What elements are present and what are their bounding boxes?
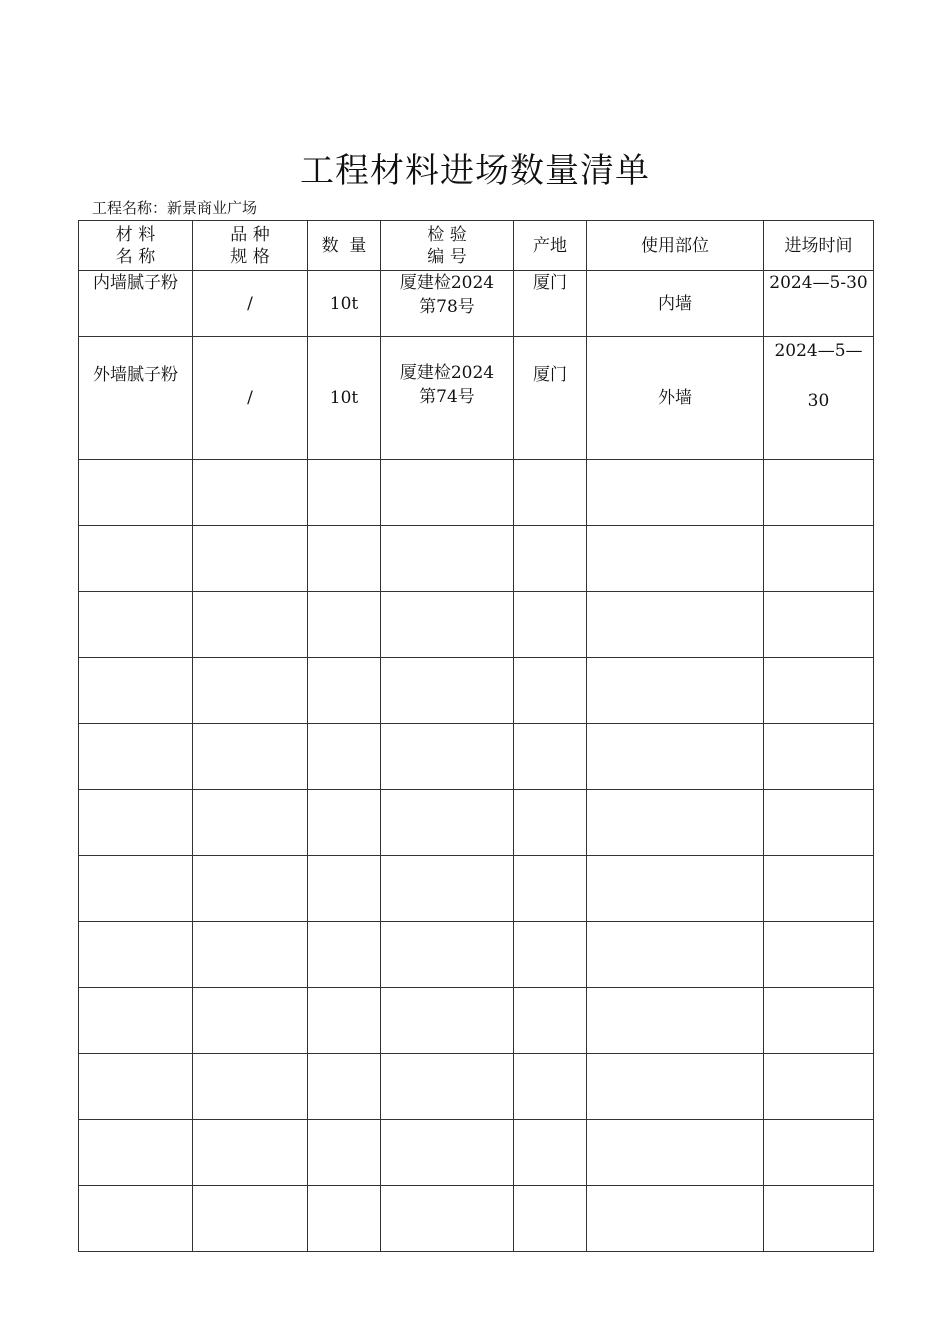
usage-cell: 外墙 [587, 337, 764, 460]
empty-cell [764, 1054, 874, 1120]
material-name-cell: 内墙腻子粉 [79, 271, 193, 337]
empty-cell [308, 658, 381, 724]
empty-cell [514, 724, 587, 790]
empty-cell [514, 460, 587, 526]
empty-cell [514, 1186, 587, 1252]
empty-cell [514, 988, 587, 1054]
empty-cell [514, 1054, 587, 1120]
quantity-cell: 10t [308, 271, 381, 337]
empty-cell [764, 1120, 874, 1186]
empty-cell [514, 790, 587, 856]
empty-cell [308, 724, 381, 790]
empty-cell [587, 922, 764, 988]
empty-cell [79, 460, 193, 526]
empty-cell [514, 526, 587, 592]
empty-cell [79, 790, 193, 856]
empty-cell [193, 592, 308, 658]
header-material-name [79, 221, 193, 271]
empty-table-row [79, 1054, 874, 1120]
empty-cell [79, 724, 193, 790]
empty-cell [587, 1186, 764, 1252]
empty-cell [381, 922, 514, 988]
empty-cell [381, 724, 514, 790]
empty-cell [79, 658, 193, 724]
header-material-name-line1: 材 料 [115, 224, 156, 245]
empty-cell [308, 526, 381, 592]
empty-table-row [79, 658, 874, 724]
spec-cell: / [193, 337, 308, 460]
empty-cell [381, 658, 514, 724]
empty-cell [514, 1120, 587, 1186]
entry-date-line1: 2024—5— [774, 341, 863, 361]
header-spec-line2: 规 格 [230, 246, 270, 267]
header-spec [193, 221, 308, 271]
empty-cell [193, 526, 308, 592]
header-spec-line1: 品 种 [230, 224, 270, 245]
header-quantity: 数 量 [308, 221, 381, 271]
empty-cell [308, 592, 381, 658]
empty-cell [764, 856, 874, 922]
empty-cell [587, 988, 764, 1054]
empty-cell [308, 856, 381, 922]
empty-cell [514, 856, 587, 922]
header-usage: 使用部位 [587, 221, 764, 271]
empty-cell [587, 1120, 764, 1186]
empty-cell [381, 460, 514, 526]
empty-cell [308, 1054, 381, 1120]
empty-table-row [79, 1120, 874, 1186]
empty-cell [381, 790, 514, 856]
empty-cell [764, 790, 874, 856]
empty-cell [587, 856, 764, 922]
empty-cell [381, 526, 514, 592]
spec-cell: / [193, 271, 308, 337]
empty-table-row [79, 526, 874, 592]
empty-cell [193, 790, 308, 856]
empty-cell [514, 922, 587, 988]
empty-cell [764, 592, 874, 658]
empty-cell [764, 526, 874, 592]
empty-table-row [79, 592, 874, 658]
empty-cell [308, 790, 381, 856]
entry-date-line2: 30 [807, 391, 830, 411]
empty-cell [587, 724, 764, 790]
page-title: 工程材料进场数量清单 [300, 151, 650, 191]
empty-cell [193, 1054, 308, 1120]
empty-cell [79, 856, 193, 922]
empty-cell [79, 526, 193, 592]
empty-cell [308, 922, 381, 988]
empty-cell [587, 790, 764, 856]
inspection-no-cell [381, 271, 514, 337]
header-row [79, 221, 874, 271]
empty-cell [193, 460, 308, 526]
header-inspection-no-line2: 编 号 [427, 246, 467, 267]
material-name-cell: 外墙腻子粉 [79, 337, 193, 460]
empty-cell [193, 658, 308, 724]
empty-cell [79, 1186, 193, 1252]
empty-cell [308, 1120, 381, 1186]
origin-cell: 厦门 [514, 271, 587, 337]
empty-cell [193, 724, 308, 790]
empty-cell [587, 592, 764, 658]
header-inspection-no-line1: 检 验 [427, 224, 467, 245]
empty-cell [587, 658, 764, 724]
table-row [79, 271, 874, 337]
empty-table-row [79, 460, 874, 526]
usage-cell: 内墙 [587, 271, 764, 337]
empty-cell [79, 1120, 193, 1186]
header-inspection-no [381, 221, 514, 271]
empty-cell [381, 1120, 514, 1186]
empty-cell [308, 1186, 381, 1252]
empty-cell [193, 856, 308, 922]
empty-table-row [79, 1186, 874, 1252]
empty-cell [764, 922, 874, 988]
empty-cell [514, 658, 587, 724]
empty-cell [587, 1054, 764, 1120]
empty-cell [79, 922, 193, 988]
empty-table-row [79, 988, 874, 1054]
empty-cell [764, 724, 874, 790]
empty-cell [514, 592, 587, 658]
empty-cell [764, 658, 874, 724]
inspection-no-line1: 厦建检2024 [399, 363, 495, 383]
empty-table-row [79, 724, 874, 790]
materials-table [78, 220, 874, 1252]
empty-cell [381, 856, 514, 922]
empty-cell [764, 1186, 874, 1252]
quantity-cell: 10t [308, 337, 381, 460]
table-row [79, 337, 874, 460]
empty-cell [587, 526, 764, 592]
empty-cell [381, 1186, 514, 1252]
entry-date-cell [764, 271, 874, 337]
empty-cell [79, 592, 193, 658]
empty-cell [79, 988, 193, 1054]
entry-date-line1: 2024—5-30 [769, 273, 868, 293]
empty-cell [381, 988, 514, 1054]
empty-cell [193, 922, 308, 988]
empty-cell [79, 1054, 193, 1120]
empty-table-row [79, 922, 874, 988]
empty-table-row [79, 856, 874, 922]
empty-cell [764, 460, 874, 526]
empty-cell [587, 460, 764, 526]
empty-cell [308, 988, 381, 1054]
empty-cell [193, 1120, 308, 1186]
empty-cell [193, 988, 308, 1054]
empty-cell [308, 460, 381, 526]
project-name-label: 工程名称：新景商业广场 [92, 199, 258, 217]
origin-cell: 厦门 [514, 337, 587, 460]
inspection-no-line2: 第78号 [419, 297, 475, 317]
header-entry-date: 进场时间 [764, 221, 874, 271]
empty-table-row [79, 790, 874, 856]
empty-cell [381, 592, 514, 658]
empty-cell [381, 1054, 514, 1120]
header-material-name-line2: 名 称 [115, 246, 156, 267]
header-origin: 产地 [514, 221, 587, 271]
entry-date-cell [764, 337, 874, 460]
inspection-no-line2: 第74号 [419, 387, 475, 407]
empty-cell [193, 1186, 308, 1252]
empty-cell [764, 988, 874, 1054]
inspection-no-cell [381, 337, 514, 460]
inspection-no-line1: 厦建检2024 [399, 273, 495, 293]
